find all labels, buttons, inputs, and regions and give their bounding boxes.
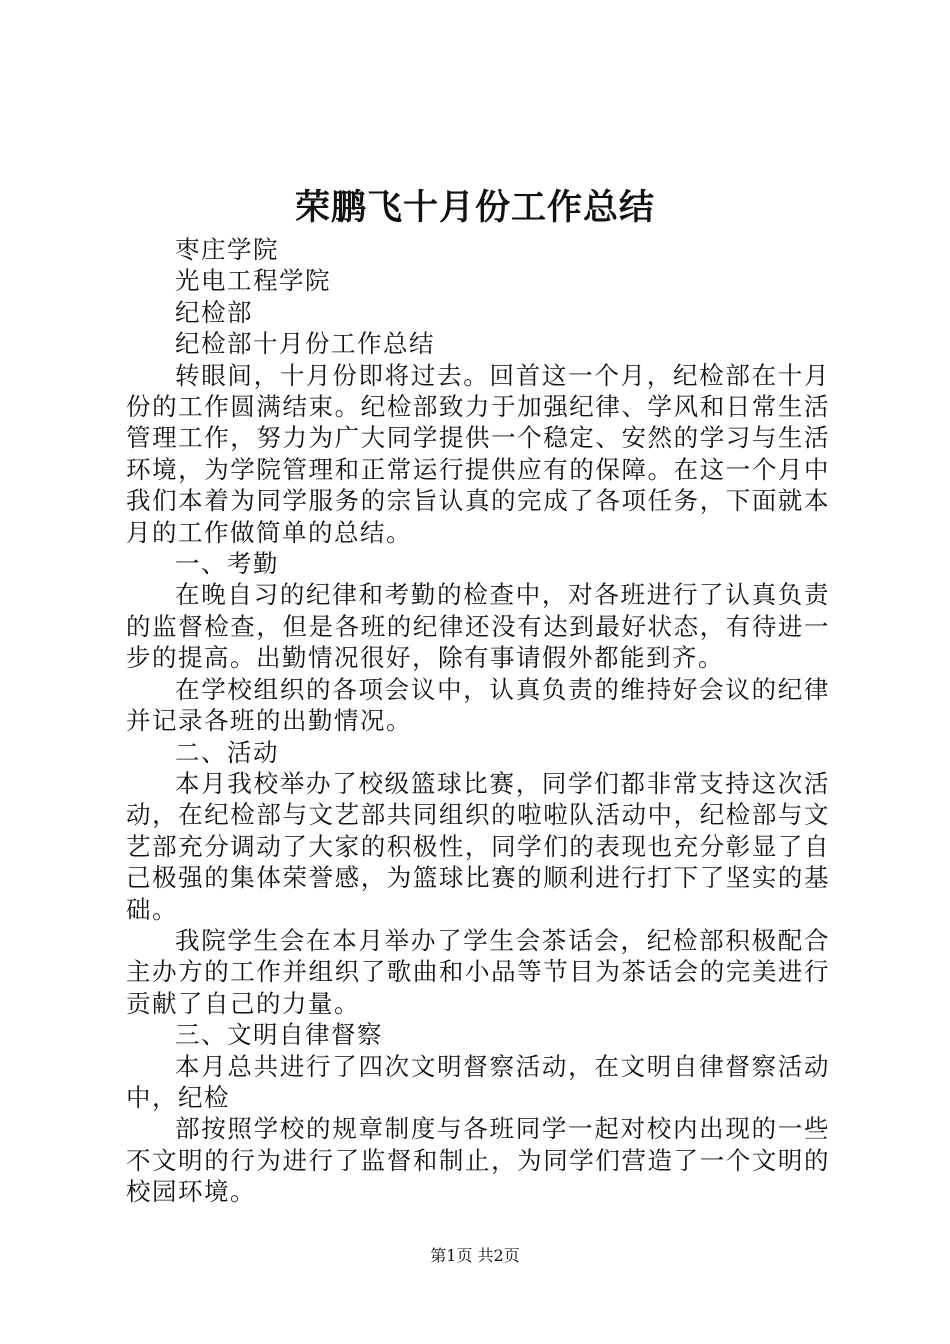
header-line-subtitle: 纪检部十月份工作总结: [175, 329, 435, 359]
page-footer: 第1页 共2页: [430, 1246, 520, 1265]
paragraph-civility-1: 本月总共进行了四次文明督察活动，在文明自律督察活动中，纪检: [126, 1051, 830, 1112]
header-line-college: 光电工程学院: [175, 266, 331, 296]
paragraph-activities-1: 本月我校举办了校级篮球比赛，同学们都非常支持这次活动，在纪检部与文艺部共同组织的啦啦队活动中，纪检部与文艺部充分调动了大家的积极性，同学们的表现也充分彰显了自己极强的集体荣誉感，为篮球比赛的顺利进行打下了坚实的基础。: [126, 768, 830, 924]
header-line-department: 纪检部: [175, 297, 253, 327]
section-heading-activities: 二、活动: [175, 737, 279, 767]
paragraph-attendance-2: 在学校组织的各项会议中，认真负责的维持好会议的纪律并记录各班的出勤情况。: [126, 674, 830, 736]
header-line-school: 枣庄学院: [175, 235, 279, 264]
paragraph-activities-2: 我院学生会在本月举办了学生会茶话会，纪检部积极配合主办方的工作并组织了歌曲和小品等节目为茶话会的完美进行贡献了自己的力量。: [126, 925, 830, 1018]
paragraph-intro: 转眼间，十月份即将过去。回首这一个月，纪检部在十月份的工作圆满结束。纪检部致力于加强纪律、学风和日常生活管理工作，努力为广大同学提供一个稳定、安然的学习与生活环境，为学院管理和正常运行提供应有的保障。在这一个月中我们本着为同学服务的宗旨认真的完成了各项任务，下面就本月的工作做简单的总结。: [126, 360, 830, 547]
document-title: 荣鹏飞十月份工作总结: [294, 187, 655, 228]
document-body: [126, 234, 830, 1208]
paragraph-attendance-1: 在晚自习的纪律和考勤的检查中，对各班进行了认真负责的监督检查，但是各班的纪律还没有达到最好状态，有待进一步的提高。出勤情况很好，除有事请假外都能到齐。: [126, 580, 830, 673]
section-heading-attendance: 一、考勤: [175, 549, 279, 579]
paragraph-civility-2: 部按照学校的规章制度与各班同学一起对校内出现的一些不文明的行为进行了监督和制止，为同学们营造了一个文明的校园环境。: [126, 1114, 830, 1207]
section-heading-civility: 三、文明自律督察: [175, 1020, 383, 1050]
